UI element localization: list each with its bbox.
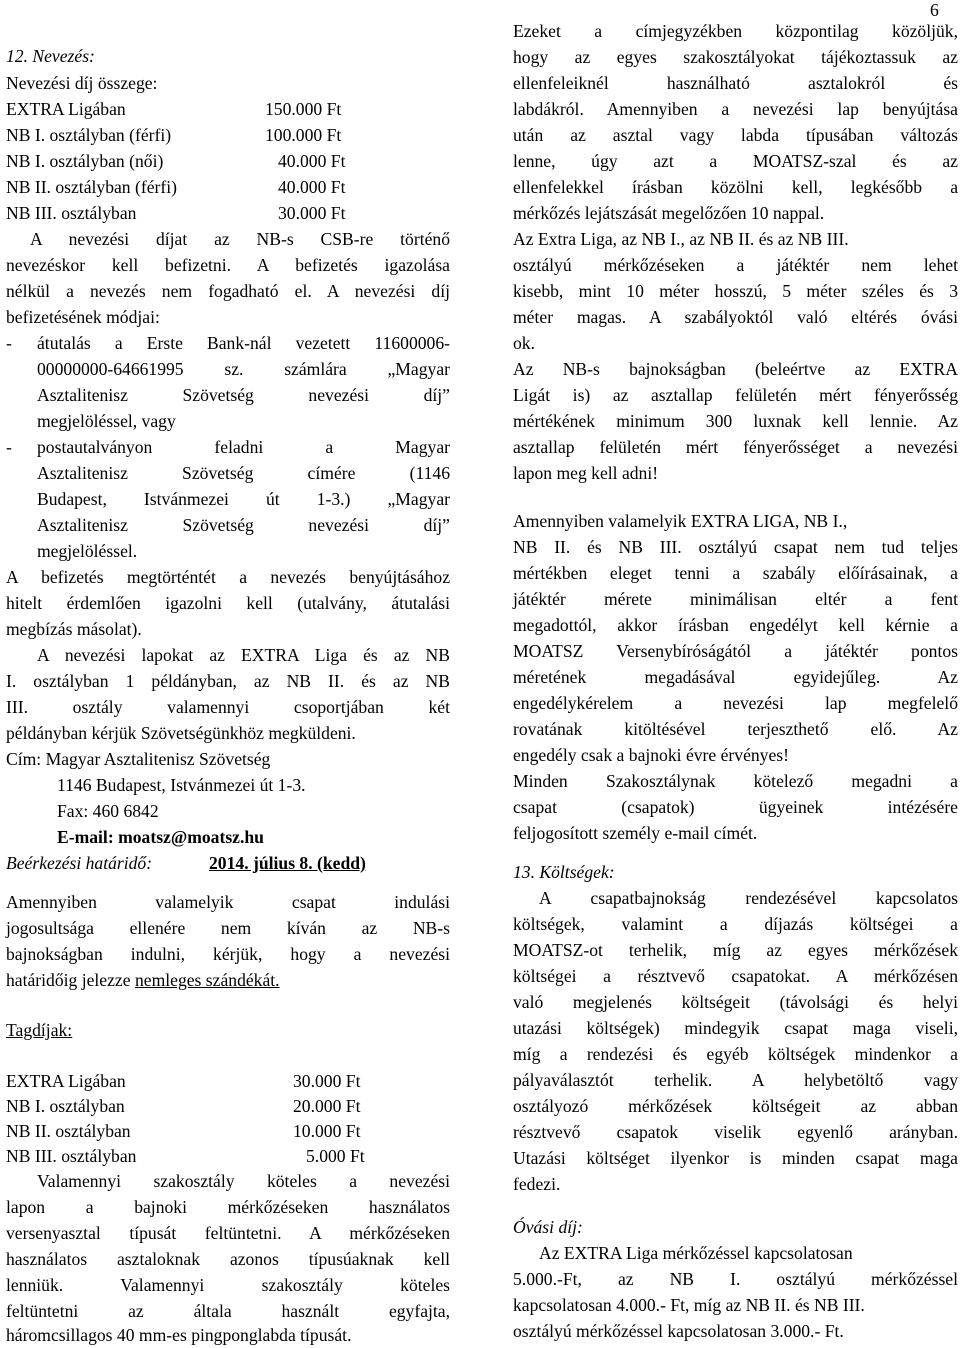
paragraph-line: Az Extra Liga, az NB I., az NB II. és az NB III. [513, 229, 849, 249]
bullet-line: megjelöléssel. [37, 541, 138, 561]
paragraph-line: lapon meg kell adni! [513, 463, 659, 483]
paragraph-line: feltüntetni az általa használt egyfajta, [6, 1301, 450, 1321]
bullet-dash: - [6, 437, 12, 457]
tagdij-amount: 30.000 Ft [293, 1071, 361, 1091]
paragraph-line: osztályozó mérkőzések költségeit az abban [513, 1096, 958, 1116]
paragraph-line: Valamennyi szakosztály köteles a nevezési [37, 1171, 450, 1191]
paragraph-line: labdákról. Amennyiben a nevezési lap benyújtása [513, 99, 958, 119]
paragraph-line: fedezi. [513, 1174, 561, 1194]
paragraph-line: Minden Szakosztálynak kötelező megadni a [513, 771, 958, 791]
paragraph-line: 5.000.-Ft, az NB I. osztályú mérkőzéssel [513, 1269, 958, 1289]
paragraph-line: megadottól, akkor írásban engedélyt kell kérnie a [513, 615, 958, 635]
bullet-line: postautalványon feladni a Magyar [37, 437, 450, 457]
fee-amount: 150.000 Ft [265, 99, 342, 119]
paragraph-line: méretének megadásával egyidejűleg. Az [513, 667, 958, 687]
underlined-text: nemleges szándékát. [134, 970, 280, 990]
paragraph-line: engedélykérelem a nevezési lap megfelelő [513, 693, 958, 713]
paragraph-line: Ezeket a címjegyzékben központilag közöljük, [513, 21, 958, 41]
paragraph-line: I. osztályban 1 példányban, az NB II. és az NB [6, 671, 450, 691]
paragraph-line: lapon a bajnoki mérkőzéseken használatos [6, 1197, 450, 1217]
fee-label: NB I. osztályban (női) [6, 151, 164, 171]
paragraph-line: háromcsillagos 40 mm-es pingponglabda típusát. [6, 1325, 352, 1345]
paragraph-line: osztályú mérkőzéssel kapcsolatosan 3.000.- Ft. [513, 1321, 844, 1341]
fee-amount: 40.000 Ft [278, 177, 346, 197]
paragraph-line: osztályú mérkőzéseken a játéktér nem lehet [513, 255, 958, 275]
paragraph-line: költségek, valamint a díjazás költségei a [513, 914, 958, 934]
tagdij-amount: 20.000 Ft [293, 1096, 361, 1116]
paragraph-line: mértékben eleget tenni a szabály előírásainak, a [513, 563, 958, 583]
paragraph-line: ellenfeleiknél használható asztalokról és [513, 73, 958, 93]
fee-amount: 30.000 Ft [278, 203, 346, 223]
section-title-nevezes: 12. Nevezés: [6, 46, 95, 66]
address-label: Cím: Magyar Asztalitenisz Szövetség [6, 749, 271, 769]
paragraph-line [6, 967, 280, 993]
email: E-mail: moatsz@moatsz.hu [57, 827, 264, 847]
paragraph-line: A nevezési lapokat az EXTRA Liga és az NB [37, 645, 450, 665]
tagdij-label: NB I. osztályban [6, 1096, 125, 1116]
bullet-line: 00000000-64661995 sz. számlára „Magyar [37, 359, 450, 379]
paragraph-line: Amennyiben valamelyik EXTRA LIGA, NB I., [513, 511, 848, 531]
address-line: 1146 Budapest, Istvánmezei út 1-3. [57, 775, 306, 795]
fax: Fax: 460 6842 [57, 801, 159, 821]
fee-label: NB II. osztályban (férfi) [6, 177, 177, 197]
paragraph-line: A csapatbajnokság rendezésével kapcsolatos [539, 888, 958, 908]
fee-amount: 40.000 Ft [278, 151, 346, 171]
paragraph-line: befizetésének módjai: [6, 307, 160, 327]
section-title-tagdijak: Tagdíjak: [6, 1020, 73, 1040]
paragraph-line: hitelt érdemlően igazolni kell (utalvány, átutalási [6, 593, 450, 613]
tagdij-amount: 5.000 Ft [306, 1146, 365, 1166]
paragraph-line: versenyasztal típusát feltüntetni. A mérkőzéseken [6, 1223, 450, 1243]
section-title-ovasi-dij: Óvási díj: [513, 1217, 583, 1237]
paragraph-line: nélkül a nevezés nem fogadható el. A nevezési díj [6, 281, 450, 301]
paragraph-line: költségei a résztvevő csapatokat. A mérkőzésen [513, 966, 958, 986]
paragraph-line: ellenfelekkel írásban közölni kell, legkésőbb a [513, 177, 958, 197]
bullet-line: Asztalitenisz Szövetség nevezési díj” [37, 385, 450, 405]
paragraph-line: hogy az egyes szakosztályokat tájékoztassuk az [513, 47, 958, 67]
paragraph-line: való megjelenés költségeit (távolsági és helyi [513, 992, 958, 1012]
paragraph-line: MOATSZ Versenybíróságától a játéktér pontos [513, 641, 958, 661]
paragraph-line: résztvevő csapatok viselik egyenlő arányban. [513, 1122, 958, 1142]
fee-label: NB I. osztályban (férfi) [6, 125, 172, 145]
paragraph-line: mértékének minimum 300 luxnak kell lennie. Az [513, 411, 958, 431]
tagdij-label: NB II. osztályban [6, 1121, 131, 1141]
paragraph-line: Utazási költséget ilyenkor is minden csapat maga [513, 1148, 958, 1168]
section-title-koltsegek: 13. Költségek: [513, 862, 615, 882]
paragraph-line: kapcsolatosan 4.000.- Ft, míg az NB II. és NB III. [513, 1295, 865, 1315]
paragraph-line: III. osztály valamennyi csoportjában két [6, 697, 450, 717]
paragraph-line: után az asztal vagy labda típusában változás [513, 125, 958, 145]
paragraph-line: A nevezési díjat az NB-s CSB-re történő [30, 229, 450, 249]
paragraph-line: játéktér mérete minimálisan eltér a fent [513, 589, 958, 609]
fee-label: EXTRA Ligában [6, 99, 126, 119]
bullet-line: Budapest, Istvánmezei út 1-3.) „Magyar [37, 489, 450, 509]
paragraph-line: MOATSZ-ot terhelik, míg az egyes mérkőzések [513, 940, 958, 960]
paragraph-line: ok. [513, 333, 535, 353]
paragraph-line: Az EXTRA Liga mérkőzéssel kapcsolatosan [539, 1243, 853, 1263]
paragraph-text: határidőig jelezze [6, 970, 131, 990]
bullet-line: Asztalitenisz Szövetség címére (1146 [37, 463, 450, 483]
paragraph-line: pályaválasztót terhelik. A helybetöltő vagy [513, 1070, 958, 1090]
paragraph-line: NB II. és NB III. osztályú csapat nem tud teljes [513, 537, 958, 557]
bullet-line: átutalás a Erste Bank-nál vezetett 11600006- [37, 333, 450, 353]
paragraph-line: asztallap felületén mért fényerősséget a nevezési [513, 437, 958, 457]
paragraph-line: A befizetés megtörténtét a nevezés benyújtásához [6, 567, 450, 587]
paragraph-line: Az NB-s bajnokságban (beleértve az EXTRA [513, 359, 958, 379]
tagdij-label: NB III. osztályban [6, 1146, 137, 1166]
paragraph-line: használatos asztaloknak azonos típusúaknak kell [6, 1249, 450, 1269]
page-number: 6 [930, 0, 939, 20]
paragraph-line: rovatának kitöltésével terjeszthető elő. Az [513, 719, 958, 739]
fee-amount: 100.000 Ft [265, 125, 342, 145]
bullet-line: Asztalitenisz Szövetség nevezési díj” [37, 515, 450, 535]
paragraph-line: csapat (csapatok) ügyeinek intézésére [513, 797, 958, 817]
paragraph-line: míg a rendezési és egyéb költségek mindenkor a [513, 1044, 958, 1064]
paragraph-line: lenniük. Valamennyi szakosztály köteles [6, 1275, 450, 1295]
paragraph-line: feljogosított személy e-mail címét. [513, 823, 758, 843]
paragraph-line: megbízás másolat). [6, 619, 142, 639]
tagdij-amount: 10.000 Ft [293, 1121, 361, 1141]
paragraph-line: lenne, úgy azt a MOATSZ-szal és az [513, 151, 958, 171]
bullet-dash: - [6, 333, 12, 353]
paragraph-line: utazási költségek) mindegyik csapat maga viseli, [513, 1018, 958, 1038]
deadline-label: Beérkezési határidő: [6, 853, 153, 873]
paragraph-line: példányban kérjük Szövetségünkhöz megküldeni. [6, 723, 356, 743]
paragraph-line: nevezéskor kell befizetni. A befizetés igazolása [6, 255, 450, 275]
paragraph-line: Ligát is) az asztallap felületén mért fényerősség [513, 385, 958, 405]
fee-heading: Nevezési díj összege: [6, 73, 158, 93]
paragraph-line: engedély csak a bajnoki évre érvényes! [513, 745, 789, 765]
bullet-line: megjelöléssel, vagy [37, 411, 176, 431]
paragraph-line: jogosultsága ellenére nem kíván az NB-s [6, 918, 450, 938]
paragraph-line: bajnokságban indulni, kérjük, hogy a nevezési [6, 944, 450, 964]
tagdij-label: EXTRA Ligában [6, 1071, 126, 1091]
paragraph-line: kisebb, mint 10 méter hosszú, 5 méter széles és 3 [513, 281, 958, 301]
paragraph-line: mérkőzés lejátszását megelőzően 10 nappal. [513, 203, 825, 223]
paragraph-line: Amennyiben valamelyik csapat indulási [6, 892, 450, 912]
paragraph-line: méter magas. A szabályoktól való eltérés óvási [513, 307, 958, 327]
deadline-value: 2014. július 8. (kedd) [209, 853, 366, 873]
fee-label: NB III. osztályban [6, 203, 137, 223]
